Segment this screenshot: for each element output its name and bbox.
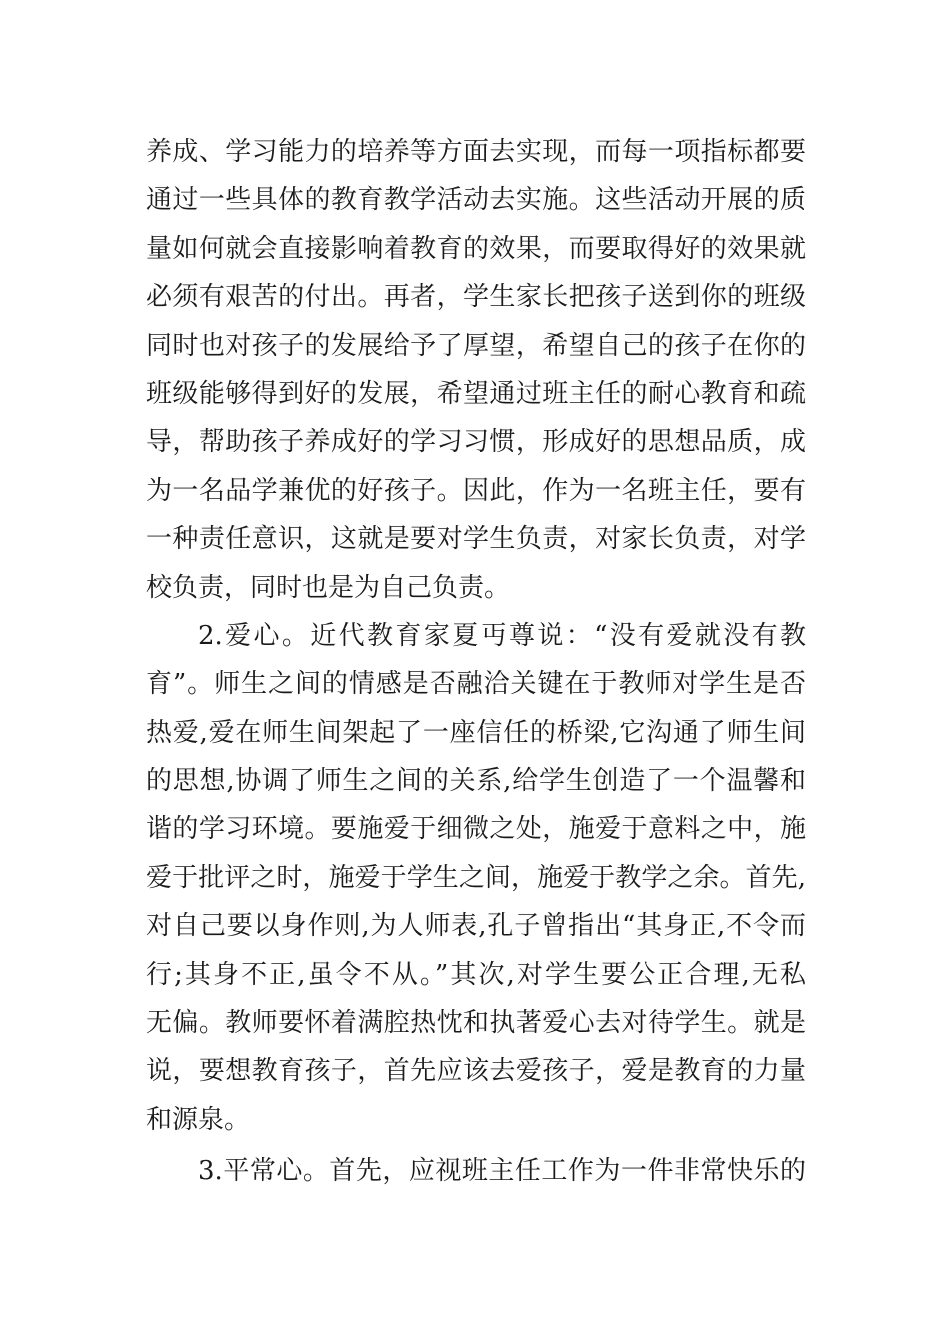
paragraph-responsibility — [146, 128, 806, 612]
text-line: 校负责，同时也是为自己负责。 — [146, 572, 511, 603]
text-line: 说，要想教育孩子，首先应该去爱孩子，爱是教育的力量 — [146, 1056, 806, 1087]
text-line: 同时也对孩子的发展给予了厚望，希望自己的孩子在你的 — [146, 330, 806, 361]
document-body — [146, 128, 806, 1196]
text-line: 的思想,协调了师生之间的关系,给学生创造了一个温馨和 — [146, 766, 806, 797]
text-line: 热爱,爱在师生间架起了一座信任的桥梁,它沟通了师生间 — [146, 717, 806, 748]
text-line: 无偏。教师要怀着满腔热忱和执著爱心去对待学生。就是 — [146, 1008, 806, 1039]
text-line: 行;其身不正,虽令不从。”其次,对学生要公正合理,无私 — [146, 959, 806, 990]
text-line: 班级能够得到好的发展，希望通过班主任的耐心教育和疏 — [146, 378, 806, 409]
text-line: 育”。师生之间的情感是否融洽关键在于教师对学生是否 — [146, 669, 806, 700]
text-line: 量如何就会直接影响着教育的效果，而要取得好的效果就 — [146, 233, 806, 264]
paragraph-love — [146, 612, 806, 1144]
text-line: 导，帮助孩子养成好的学习习惯，形成好的思想品质，成 — [146, 427, 806, 458]
text-line: 3.平常心。首先，应视班主任工作为一件非常快乐的 — [198, 1156, 806, 1187]
text-line: 对自己要以身作则,为人师表,孔子曾指出“其身正,不令而 — [146, 911, 806, 942]
text-line: 和源泉。 — [146, 1104, 251, 1135]
text-line: 爱于批评之时，施爱于学生之间，施爱于教学之余。首先, — [146, 862, 806, 893]
text-line: 通过一些具体的教育教学活动去实施。这些活动开展的质 — [146, 185, 806, 216]
text-line: 一种责任意识，这就是要对学生负责，对家长负责，对学 — [146, 524, 806, 555]
text-line: 必须有艰苦的付出。再者，学生家长把孩子送到你的班级 — [146, 282, 806, 313]
text-line: 谐的学习环境。要施爱于细微之处，施爱于意料之中，施 — [146, 814, 806, 845]
text-line: 2.爱心。近代教育家夏丏尊说：“没有爱就没有教 — [198, 620, 806, 651]
paragraph-calm-mind — [146, 1147, 806, 1195]
text-line: 养成、学习能力的培养等方面去实现，而每一项指标都要 — [146, 137, 806, 167]
text-line: 为一名品学兼优的好孩子。因此，作为一名班主任，要有 — [146, 475, 806, 506]
